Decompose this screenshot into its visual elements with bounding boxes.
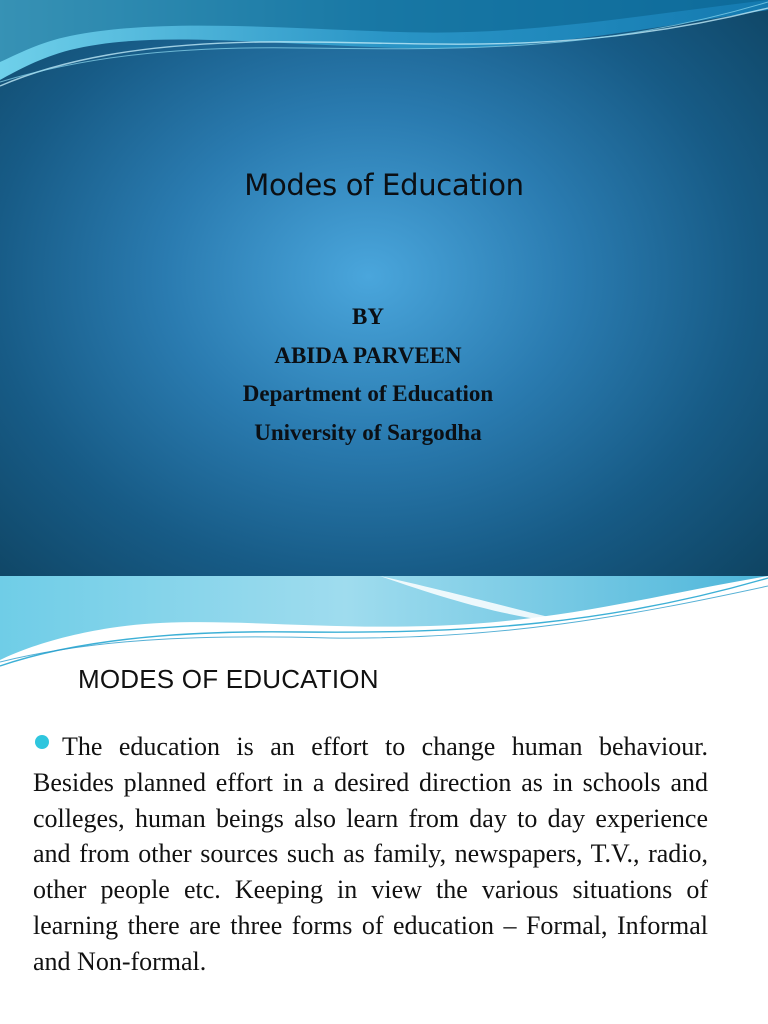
content-slide bbox=[0, 576, 768, 1024]
department-name: Department of Education bbox=[242, 381, 494, 406]
body-paragraph: The education is an effort to change human behaviour. Besides planned effort in a desired direction as in schools and colleges, human beings also learn from day to day experience and from other sources such as family, newspapers, T.V., radio, other people etc. Keeping in view the various situations of learning there are three forms of education – Formal, Informal and Non-formal. bbox=[33, 732, 708, 976]
slide-title: Modes of Education bbox=[244, 168, 524, 202]
byline-by: BY bbox=[352, 304, 384, 329]
author-block bbox=[0, 298, 736, 452]
section-heading: MODES OF EDUCATION bbox=[78, 664, 379, 694]
university-name: University of Sargodha bbox=[254, 419, 482, 445]
header-wave-decoration bbox=[0, 576, 768, 676]
author-name: ABIDA PARVEEN bbox=[274, 342, 462, 368]
header-wave-decoration bbox=[0, 0, 768, 110]
